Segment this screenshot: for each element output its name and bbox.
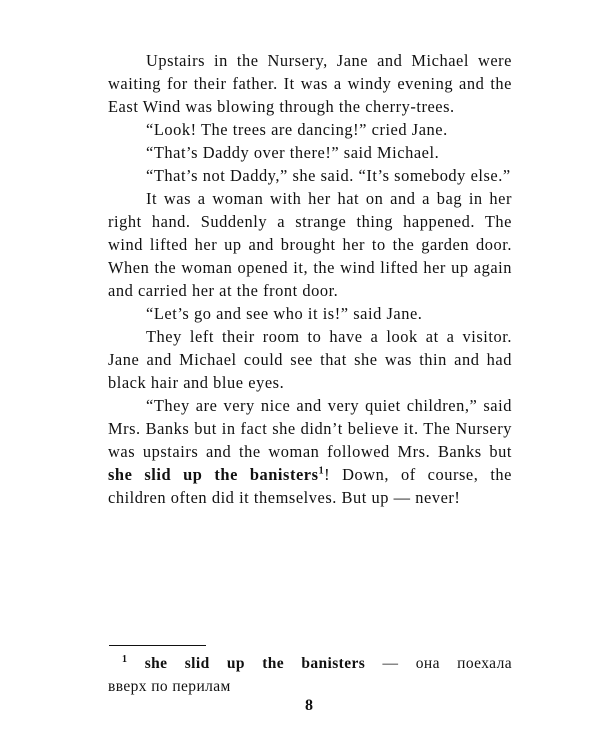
paragraph-text: ! Down, of course, the children often did it themselves. But up — never!	[108, 465, 512, 507]
footnote	[108, 652, 512, 698]
footnote-marker: 1	[318, 465, 325, 477]
body-text	[108, 49, 512, 509]
page-number: 8	[305, 697, 313, 714]
paragraph: Upstairs in the Nursery, Jane and Michael were waiting for their father. It was a windy evening and the East Wind was blowing through the cherry-trees.	[108, 51, 512, 116]
paragraph: They left their room to have a look at a visitor. Jane and Michael could see that she was thin and had black hair and blue eyes.	[108, 327, 512, 392]
footnote-dash: —	[365, 655, 416, 672]
paragraph: “That’s Daddy over there!” said Michael.	[146, 143, 440, 162]
bold-phrase: she slid up the banisters	[108, 465, 319, 484]
paragraph: “Look! The trees are dancing!” cried Jane.	[146, 120, 448, 139]
paragraph: “That’s not Daddy,” she said. “It’s somebody else.”	[146, 166, 511, 185]
footnote-term: she slid up the banisters	[144, 655, 366, 672]
footnote-translation: она поехала	[415, 655, 513, 672]
footnote-translation-continued: вверх по перилам	[108, 678, 231, 695]
paragraph-text: “They are very nice and very quiet children,” said Mrs. Banks but in fact she didn’t believe it. The Nursery was upstairs and the woman followed Mrs. Banks but	[108, 396, 512, 461]
paragraph: It was a woman with her hat on and a bag in her right hand. Suddenly a strange thing happened. The wind lifted her up and brought her to the garden door. When the woman opened it, the wind lifted her up again and carried her at the front door.	[108, 189, 512, 300]
paragraph-with-footnote-ref	[108, 394, 512, 509]
footnote-line	[108, 652, 512, 675]
footnote-divider	[109, 645, 206, 646]
paragraph: “Let’s go and see who it is!” said Jane.	[146, 304, 423, 323]
footnote-marker: 1	[122, 653, 128, 665]
